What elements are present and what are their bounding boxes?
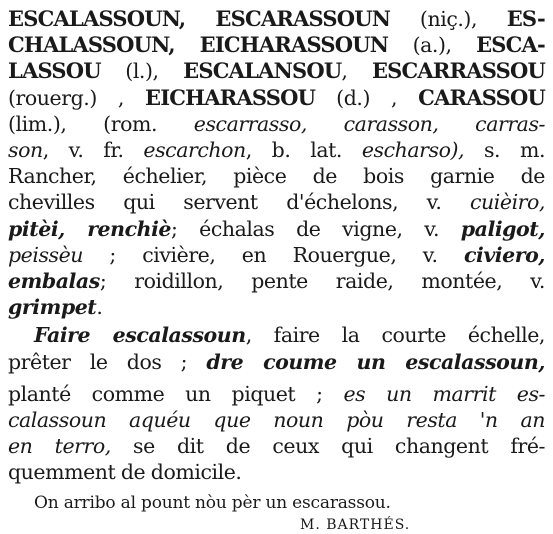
etymology-text: , v. fr. (42, 138, 124, 163)
headword: ESCA- (476, 32, 545, 58)
headword: ES- (506, 6, 545, 31)
entry-line-5 (8, 111, 545, 137)
separator: , (341, 59, 348, 84)
grammar-tag: s. m. (483, 138, 546, 163)
entry-line-16 (8, 407, 545, 433)
example-phrase: Faire escalassoun (34, 323, 246, 348)
etymology-italic: son (8, 138, 43, 163)
definition-text: Rancher, échelier, pièce de bois garnie de (8, 164, 545, 189)
example-phrase: es un marrit es- (343, 381, 546, 406)
entry-line-9 (8, 216, 545, 242)
entry-line-15 (8, 381, 545, 407)
headword: CARASSOU (418, 84, 545, 110)
citation-author: M. BARTHÉS. (300, 516, 411, 533)
etymology-italic: escarrasso, carasson, carras- (193, 111, 545, 136)
dialect-tag: (niç.), (419, 7, 478, 31)
cross-reference: paligot, (460, 216, 545, 241)
phrase-translation: quemment de domicile. (8, 460, 242, 485)
phrase-translation: prêter le dos ; (8, 349, 188, 374)
headword: ESCALASSOUN, ESCARASSOUN (8, 6, 391, 31)
entry-line-3 (8, 58, 545, 84)
cross-reference: embalas (8, 269, 100, 294)
dialect-tag: (d.) , (336, 85, 398, 110)
dialect-tag: (a.), (412, 33, 452, 58)
citation-quote: On arribo al pount nòu pèr un escarassou. (34, 492, 391, 513)
definition-text: ; roidillon, pente raide, montée, v. (99, 269, 545, 294)
entry-line-2 (8, 32, 545, 58)
entry-line-12 (8, 294, 545, 320)
phrase-translation: se dit de ceux qui changent fré- (133, 434, 545, 459)
etymology-italic: escarchon (143, 138, 246, 163)
entry-line-1 (8, 6, 545, 32)
entry-line-8 (8, 189, 545, 215)
cross-reference: grimpet (8, 295, 97, 320)
entry-line-17 (8, 433, 545, 459)
dialect-tag: (l.), (125, 59, 159, 84)
example-phrase: dre coume un escalassoun, (206, 349, 545, 374)
cross-reference: civiero, (463, 242, 545, 267)
definition-text: ; civière, en Rouergue, v. (83, 242, 438, 267)
entry-line-10 (8, 242, 545, 268)
definition-text: . (96, 295, 103, 320)
headword: LASSOU (8, 58, 101, 84)
headword: CHALASSOUN, EICHARASSOUN (8, 32, 389, 58)
phrase-translation: , faire la courte échelle, (245, 323, 545, 348)
definition-text: ; échalas de vigne, v. (171, 216, 440, 241)
dictionary-entry (8, 6, 545, 486)
phrase-translation: planté comme un piquet ; (8, 381, 323, 406)
headword: ESCALANSOU (183, 58, 342, 84)
definition-text: chevilles qui servent d'échelons, v. (8, 190, 442, 215)
entry-line-18 (8, 459, 545, 485)
cross-reference: pitèi, renchiè (8, 216, 172, 241)
entry-line-7 (8, 163, 545, 189)
etymology-text: , b. lat. (245, 138, 343, 163)
example-phrase: calassoun aquéu que noun pòu resta 'n an (8, 408, 545, 433)
headword: ESCARRASSOU (371, 58, 545, 84)
entry-line-4 (8, 85, 545, 111)
dialect-tag: (rouerg.) , (8, 85, 124, 110)
entry-line-11 (8, 268, 545, 294)
etymology-text: (lim.), (rom. (8, 111, 158, 136)
headword: EICHARASSOU (145, 84, 316, 110)
entry-line-6 (8, 137, 545, 163)
cross-reference: cuièiro, (470, 190, 545, 215)
example-phrase: en terro, (8, 434, 111, 459)
entry-line-13 (8, 322, 545, 348)
cross-reference: peissèu (8, 242, 84, 267)
etymology-italic: escharso), (361, 138, 465, 163)
entry-line-14 (8, 349, 545, 375)
